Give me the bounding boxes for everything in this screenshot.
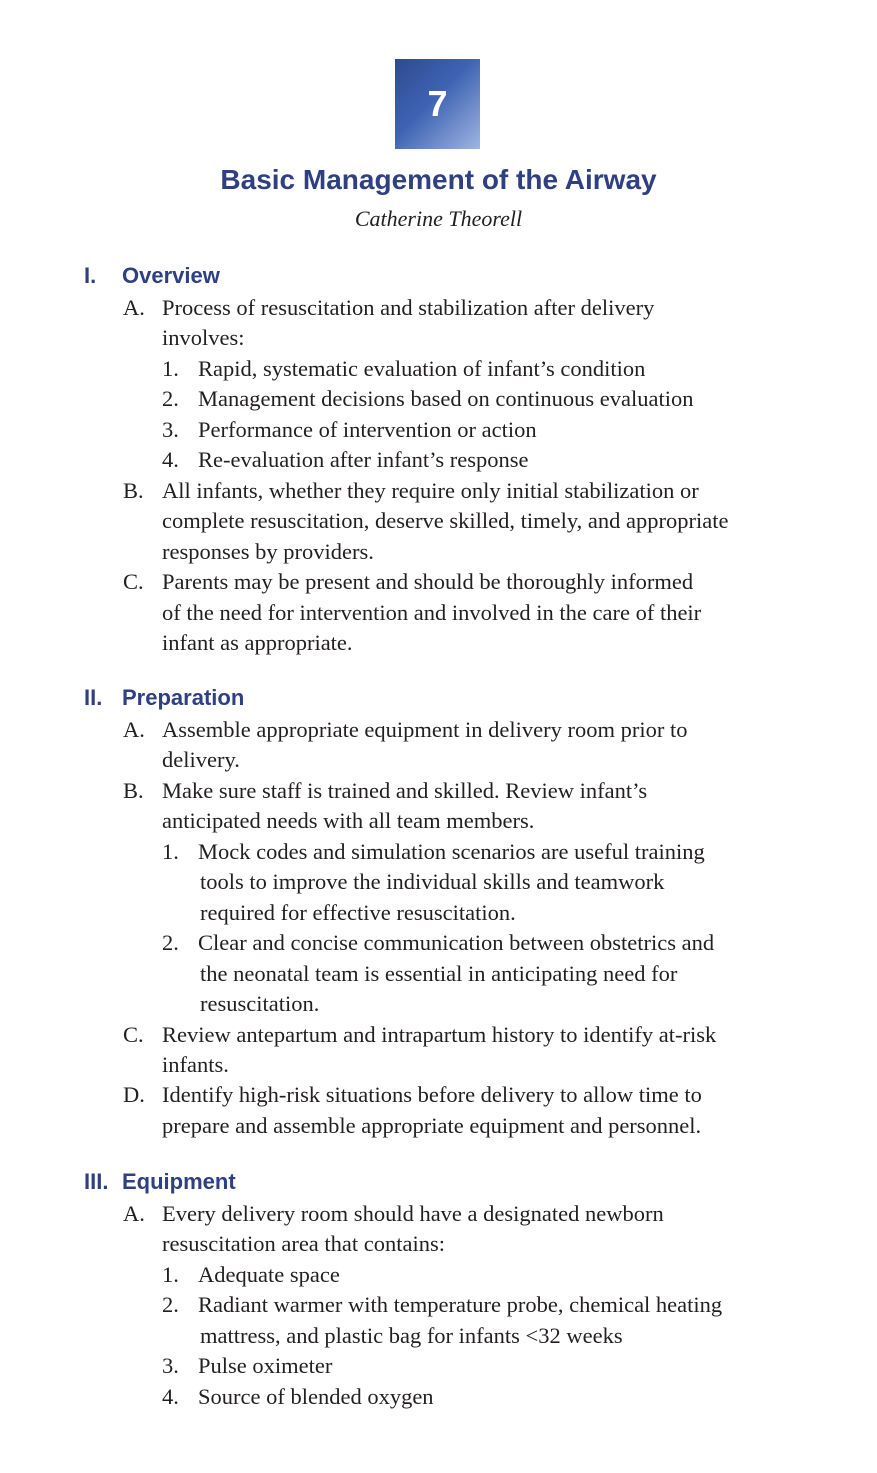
list-item-text: Parents may be present and should be thoroughly informed bbox=[162, 569, 694, 595]
list-item-text: infant as appropriate. bbox=[162, 629, 353, 655]
sub-item-marker: 4. bbox=[162, 1383, 179, 1409]
list-item-text: All infants, whether they require only initial stabilization or bbox=[162, 477, 699, 503]
list-item-marker: A. bbox=[123, 1201, 145, 1226]
sub-item-marker: 1. bbox=[162, 1261, 179, 1287]
sub-item-text: Source of blended oxygen bbox=[198, 1383, 434, 1409]
sub-item-text: Re-evaluation after infant’s response bbox=[198, 447, 529, 473]
list-item-text: responses by providers. bbox=[162, 538, 374, 564]
sub-item-marker: 2. bbox=[162, 1292, 179, 1318]
list-item-marker: A. bbox=[123, 295, 145, 320]
section-numeral: III. bbox=[84, 1169, 109, 1194]
list-item-text: Process of resuscitation and stabilization after delivery bbox=[162, 295, 655, 320]
chapter-number-badge bbox=[395, 59, 480, 149]
chapter-number: 7 bbox=[427, 83, 448, 124]
sub-item-text: Adequate space bbox=[198, 1261, 340, 1287]
section-heading bbox=[84, 1169, 236, 1195]
list-item-text: of the need for intervention and involved in the care of their bbox=[162, 599, 702, 625]
sub-item-text: Management decisions based on continuous evaluation bbox=[198, 386, 694, 412]
sub-item-marker: 2. bbox=[162, 386, 179, 412]
list-item-marker: C. bbox=[123, 1021, 144, 1047]
section-title: Preparation bbox=[122, 685, 245, 710]
sub-item-text: mattress, and plastic bag for infants <32 weeks bbox=[200, 1322, 623, 1348]
list-item-text: anticipated needs with all team members. bbox=[162, 808, 535, 834]
chapter-title: Basic Management of the Airway bbox=[220, 164, 657, 195]
list-item-text: Review antepartum and intrapartum history to identify at-risk bbox=[162, 1021, 717, 1047]
sub-item-marker: 4. bbox=[162, 447, 179, 473]
list-item-marker: B. bbox=[123, 777, 144, 803]
section-numeral: I. bbox=[84, 263, 97, 288]
sub-item-marker: 2. bbox=[162, 930, 179, 956]
sub-item-text: Mock codes and simulation scenarios are useful training bbox=[198, 838, 705, 864]
list-item-marker: A. bbox=[123, 717, 145, 742]
sub-item-text: Rapid, systematic evaluation of infant’s condition bbox=[198, 355, 646, 381]
sub-item-text: Performance of intervention or action bbox=[198, 416, 537, 442]
section-title: Equipment bbox=[122, 1169, 236, 1194]
section-numeral: II. bbox=[84, 685, 103, 710]
list-item-text: Assemble appropriate equipment in delivery room prior to bbox=[162, 717, 688, 742]
list-item-text: infants. bbox=[162, 1051, 229, 1077]
sub-item-text: tools to improve the individual skills and teamwork bbox=[200, 869, 665, 895]
section-title: Overview bbox=[122, 263, 220, 288]
list-item-text: prepare and assemble appropriate equipment and personnel. bbox=[162, 1112, 702, 1138]
list-item-text: Identify high-risk situations before delivery to allow time to bbox=[162, 1082, 702, 1108]
sub-item-marker: 1. bbox=[162, 355, 179, 381]
sub-item-text: Radiant warmer with temperature probe, chemical heating bbox=[198, 1292, 723, 1318]
list-item-text: involves: bbox=[162, 325, 245, 351]
list-item-text: delivery. bbox=[162, 747, 240, 773]
list-item-marker: C. bbox=[123, 569, 144, 595]
chapter-author: Catherine Theorell bbox=[354, 206, 523, 231]
list-item-marker: D. bbox=[123, 1082, 145, 1108]
list-item-text: complete resuscitation, deserve skilled, timely, and appropriate bbox=[162, 508, 729, 534]
sub-item-text: resuscitation. bbox=[200, 991, 320, 1017]
list-item-marker: B. bbox=[123, 477, 144, 503]
sub-item-marker: 3. bbox=[162, 416, 179, 442]
sub-item-marker: 1. bbox=[162, 838, 179, 864]
sub-item-text: required for effective resuscitation. bbox=[200, 899, 516, 925]
section-heading bbox=[84, 263, 220, 289]
section-heading bbox=[84, 685, 244, 711]
list-item-text: Make sure staff is trained and skilled. Review infant’s bbox=[162, 777, 648, 803]
list-item-text: Every delivery room should have a designated newborn bbox=[162, 1201, 664, 1226]
sub-item-marker: 3. bbox=[162, 1353, 179, 1379]
sub-item-text: the neonatal team is essential in anticipating need for bbox=[200, 960, 678, 986]
sub-item-text: Pulse oximeter bbox=[198, 1353, 333, 1379]
list-item-text: resuscitation area that contains: bbox=[162, 1231, 446, 1257]
sub-item-text: Clear and concise communication between obstetrics and bbox=[198, 930, 715, 956]
